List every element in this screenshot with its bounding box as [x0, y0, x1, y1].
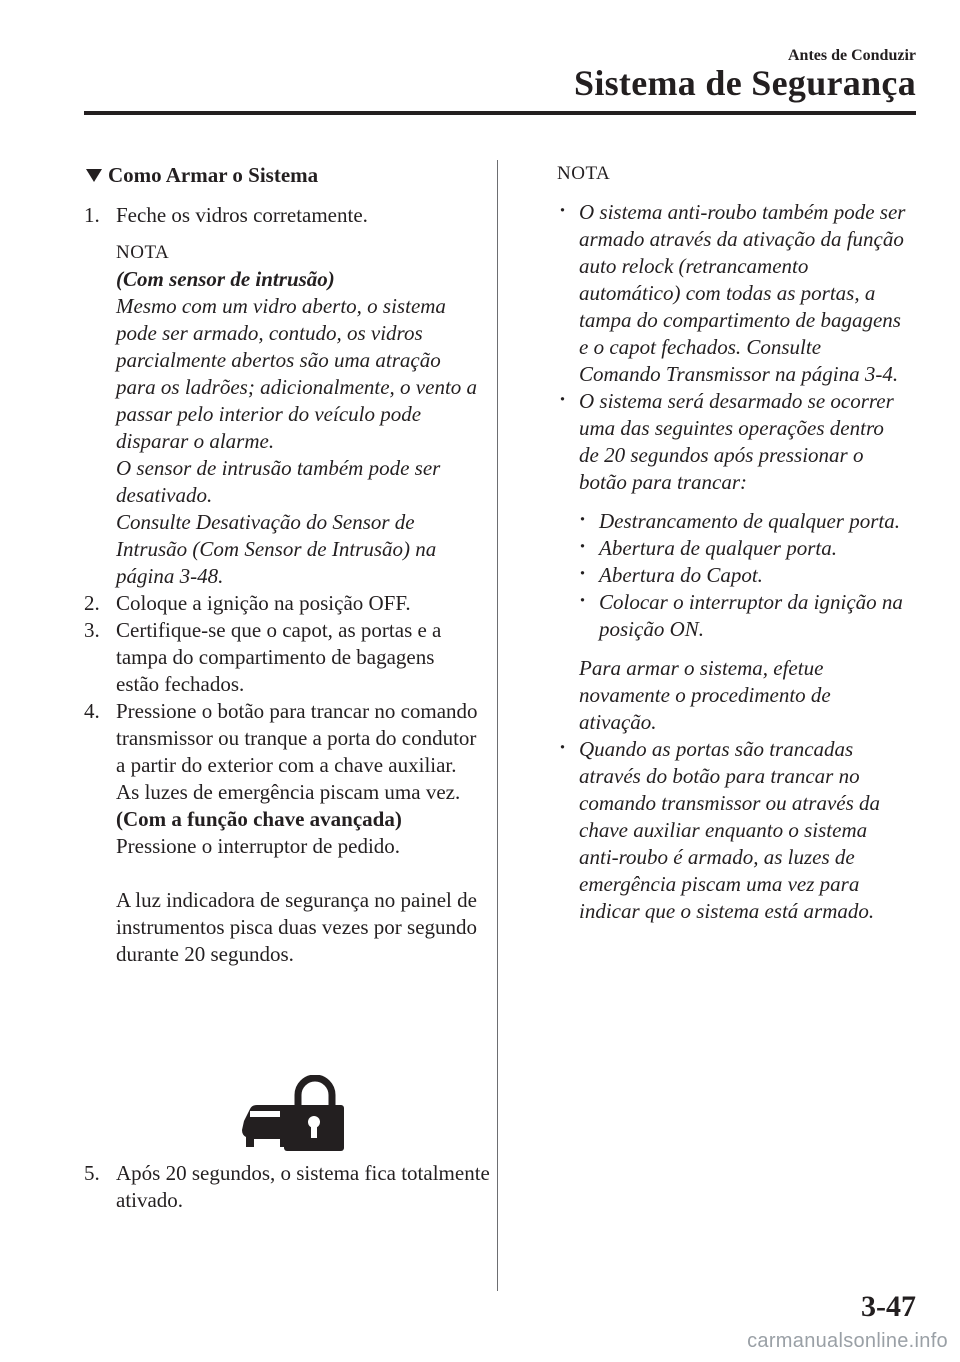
step-2: 2. Coloque a ignição na posição OFF. — [84, 591, 411, 615]
sub-list — [577, 508, 907, 643]
sub-bullet: · Destrancamento de qualquer porta. — [577, 508, 907, 535]
note-paragraph: Para armar o sistema, efetue novamente o procedimento de ativação. — [579, 656, 831, 734]
step-5: 5. Após 20 segundos, o sistema fica totalmente ativado. — [84, 1161, 490, 1212]
column-divider — [497, 160, 498, 1291]
right-column — [557, 160, 907, 925]
condition-label: (Com a função chave avançada) — [116, 807, 402, 831]
note-bullet: · O sistema anti-roubo também pode ser armado através da ativação da função auto relock (retrancamento automático) com todas as portas, a tampa do compartimento de bagagens e o capot fechados. Consulte Comando Transmissor na página 3-4. — [557, 199, 907, 388]
note-label: NOTA — [116, 242, 170, 263]
step-3: 3. Certifique-se que o capot, as portas e a tampa do compartimento de bagagens estão fechados. — [84, 618, 442, 696]
note-bullet: · O sistema será desarmado se ocorrer uma das seguintes operações dentro de 20 segundos após pressionar o botão para trancar: — [557, 388, 907, 496]
note-text: Mesmo com um vidro aberto, o sistema pode ser armado, contudo, os vidros parcialmente abertos são uma atração para os ladrões; adicionalmente, o vento a passar pelo interior do veículo pode disparar o alarme. — [116, 294, 478, 453]
note-text: O sensor de intrusão também pode ser desativado. — [116, 456, 441, 507]
step-1: 1. Feche os vidros corretamente. — [84, 203, 368, 227]
note-1 — [84, 239, 480, 590]
security-indicator-icon — [240, 1075, 344, 1151]
sub-bullet: · Colocar o interruptor da ignição na posição ON. — [577, 589, 907, 643]
subsection-heading: Como Armar o Sistema — [84, 160, 480, 190]
note-condition: (Com sensor de intrusão) — [116, 267, 335, 291]
left-column — [84, 160, 490, 1212]
watermark: carmanualsonline.info — [747, 1330, 948, 1352]
step-4: 4. Pressione o botão para trancar no comando transmissor ou tranque a porta do condutor a partir do exterior com a chave auxiliar. As luzes de emergência piscam uma vez. (Com a função chave avançada) Pressione o interruptor de pedido. A luz indicadora de segurança no painel de instrumentos pisca duas vezes por segundo durante 20 segundos. — [84, 698, 480, 968]
page-number: 3-47 — [861, 1290, 916, 1323]
chapter-title: Antes de Conduzir — [787, 47, 916, 64]
section-title: Sistema de Segurança — [574, 63, 916, 103]
note-text: Consulte Desativação do Sensor de Intrusão (Com Sensor de Intrusão) na página 3-48. — [116, 510, 437, 588]
header-rule — [84, 111, 916, 115]
note-label: NOTA — [557, 163, 611, 184]
triangle-marker-icon — [86, 169, 102, 182]
sub-bullet: · Abertura de qualquer porta. — [577, 535, 907, 562]
note-bullet: · Quando as portas são trancadas através do botão para trancar no comando transmissor ou através da chave auxiliar enquanto o sistema anti-roubo é armado, as luzes de emergência piscam uma vez para indicar que o sistema está armado. — [557, 736, 907, 925]
sub-bullet: · Abertura do Capot. — [577, 562, 907, 589]
